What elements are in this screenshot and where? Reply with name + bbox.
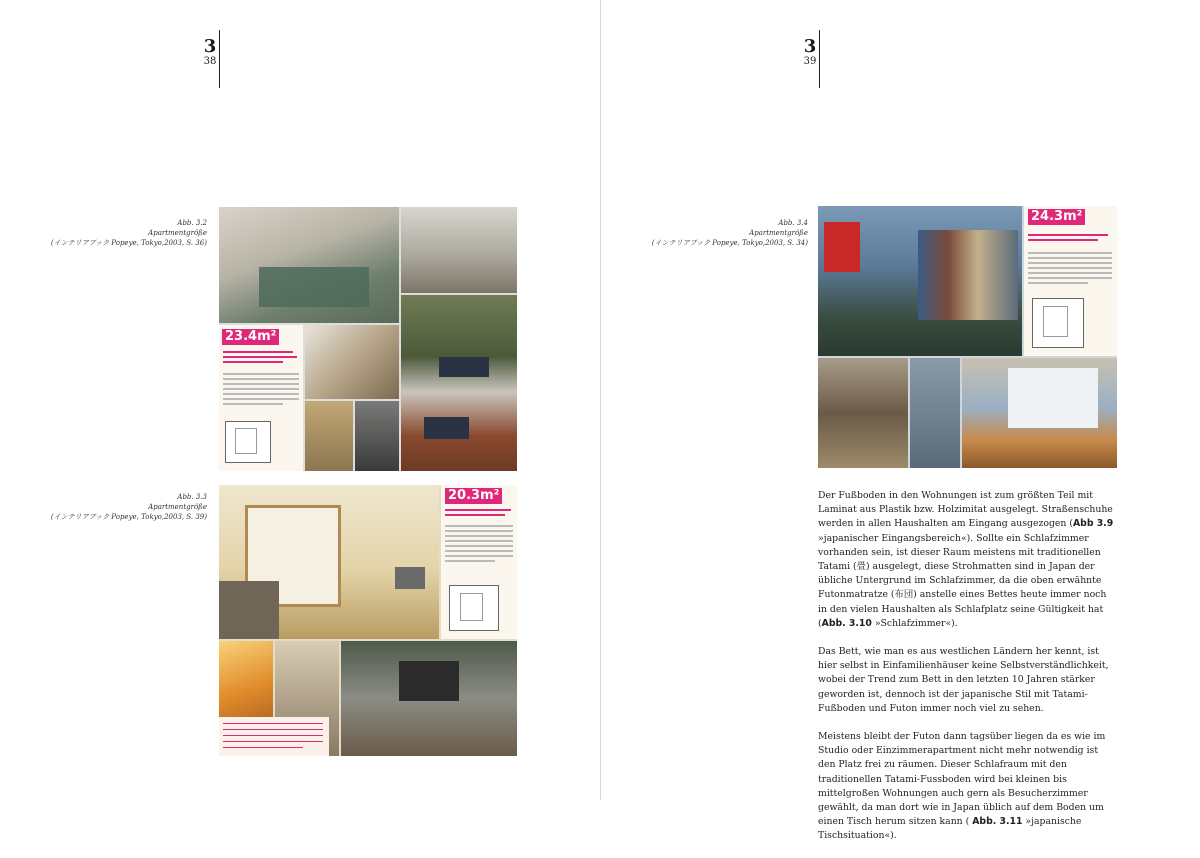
figure-reference: Abb. 3.11 xyxy=(972,816,1023,828)
figure-title: Apartmentgröße xyxy=(148,229,207,237)
area-badge: 24.3m² xyxy=(1028,209,1085,225)
area-badge: 20.3m² xyxy=(445,488,502,504)
magazine-text-panel xyxy=(1024,206,1117,356)
page-number: 38 xyxy=(203,56,217,67)
figure-label: Abb. 3.2 xyxy=(177,219,207,227)
paragraph-2 xyxy=(818,645,1118,716)
figure-caption-3-3 xyxy=(20,492,207,522)
paragraph-3 xyxy=(818,730,1118,844)
floor-plan xyxy=(225,421,271,463)
figure-label: Abb. 3.3 xyxy=(177,493,207,501)
paragraph-1 xyxy=(818,489,1118,631)
figure-label: Abb. 3.4 xyxy=(778,219,808,227)
figure-image-3-3 xyxy=(219,485,517,756)
chapter-rule xyxy=(819,30,820,88)
left-page xyxy=(0,0,600,800)
chapter-number: 3 xyxy=(203,36,217,57)
figure-source: (インテリアブック Popeye, Tokyo,2003, S. 39) xyxy=(50,513,207,521)
figure-title: Apartmentgröße xyxy=(148,503,207,511)
magazine-text-panel xyxy=(219,325,303,471)
text-run: Meistens bleibt der Futon dann tagsüber liegen da es wie im Studio oder Einzimmerapartment nicht mehr notwendig ist den Platz frei zu räumen. Dieser Schlafraum mit den traditionellen Tatami-Fussboden wird bei kleinen bis mittelgroßen Wohnungen auch gern als Besucherzimmer gewählt, da man dort wie in Japan üblich auf dem Boden um einen Tisch herum sitzen kann ( xyxy=(818,731,1106,828)
text-run: Der Fußboden in den Wohnungen ist zum größten Teil mit Laminat aus Plastik bzw. Holzimitat ausgelegt. Straßenschuhe werden in allen Haushalten am Eingang ausgezogen ( xyxy=(818,490,1113,530)
figure-image-3-2 xyxy=(219,207,517,471)
text-run: »japanische Tischsituation«). xyxy=(818,816,1082,842)
right-page xyxy=(601,0,1200,842)
body-text xyxy=(818,489,1118,858)
magazine-text-panel xyxy=(441,485,517,639)
text-run: Das Bett, wie man es aus westlichen Ländern her kennt, ist hier selbst in Einfamilienhäuser keine Selbstverständlichkeit, wobei der Trend zum Bett in den letzten 10 Jahren stärker geworden ist, dennoch ist der japanische Stil mit Tatami-Fußboden und Futon immer noch viel zu sehen. xyxy=(818,646,1109,714)
figure-source: (インテリアブック Popeye, Tokyo,2003, S. 36) xyxy=(50,239,207,247)
figure-reference: Abb 3.9 xyxy=(1072,518,1114,530)
page-number: 39 xyxy=(803,56,817,67)
chapter-rule xyxy=(219,30,220,88)
area-badge: 23.4m² xyxy=(222,329,279,345)
figure-image-3-4 xyxy=(818,206,1117,468)
floor-plan xyxy=(449,585,499,631)
figure-reference: Abb. 3.10 xyxy=(821,617,872,629)
text-run: »Schlafzimmer«). xyxy=(871,617,958,629)
figure-caption-3-2 xyxy=(20,218,207,248)
figure-source: (インテリアブック Popeye, Tokyo,2003, S. 34) xyxy=(651,239,808,247)
chapter-number: 3 xyxy=(803,36,817,57)
figure-caption-3-4 xyxy=(621,218,808,248)
text-run: »japanischer Eingangsbereich«). Sollte ein Schlafzimmer vorhanden sein, ist dieser Raum meistens mit traditionellen Tatami (畳) ausgelegt, diese Strohmatten sind in Japan der übliche Untergrund im Schlafzimmer, da die oben erwähnte Futonmatratze (布団) anstelle eines Bettes heute immer noch in den vielen Haushalten als Schlafplatz seine Gültigkeit hat ( xyxy=(818,532,1107,629)
figure-title: Apartmentgröße xyxy=(749,229,808,237)
floor-plan xyxy=(1032,298,1084,348)
